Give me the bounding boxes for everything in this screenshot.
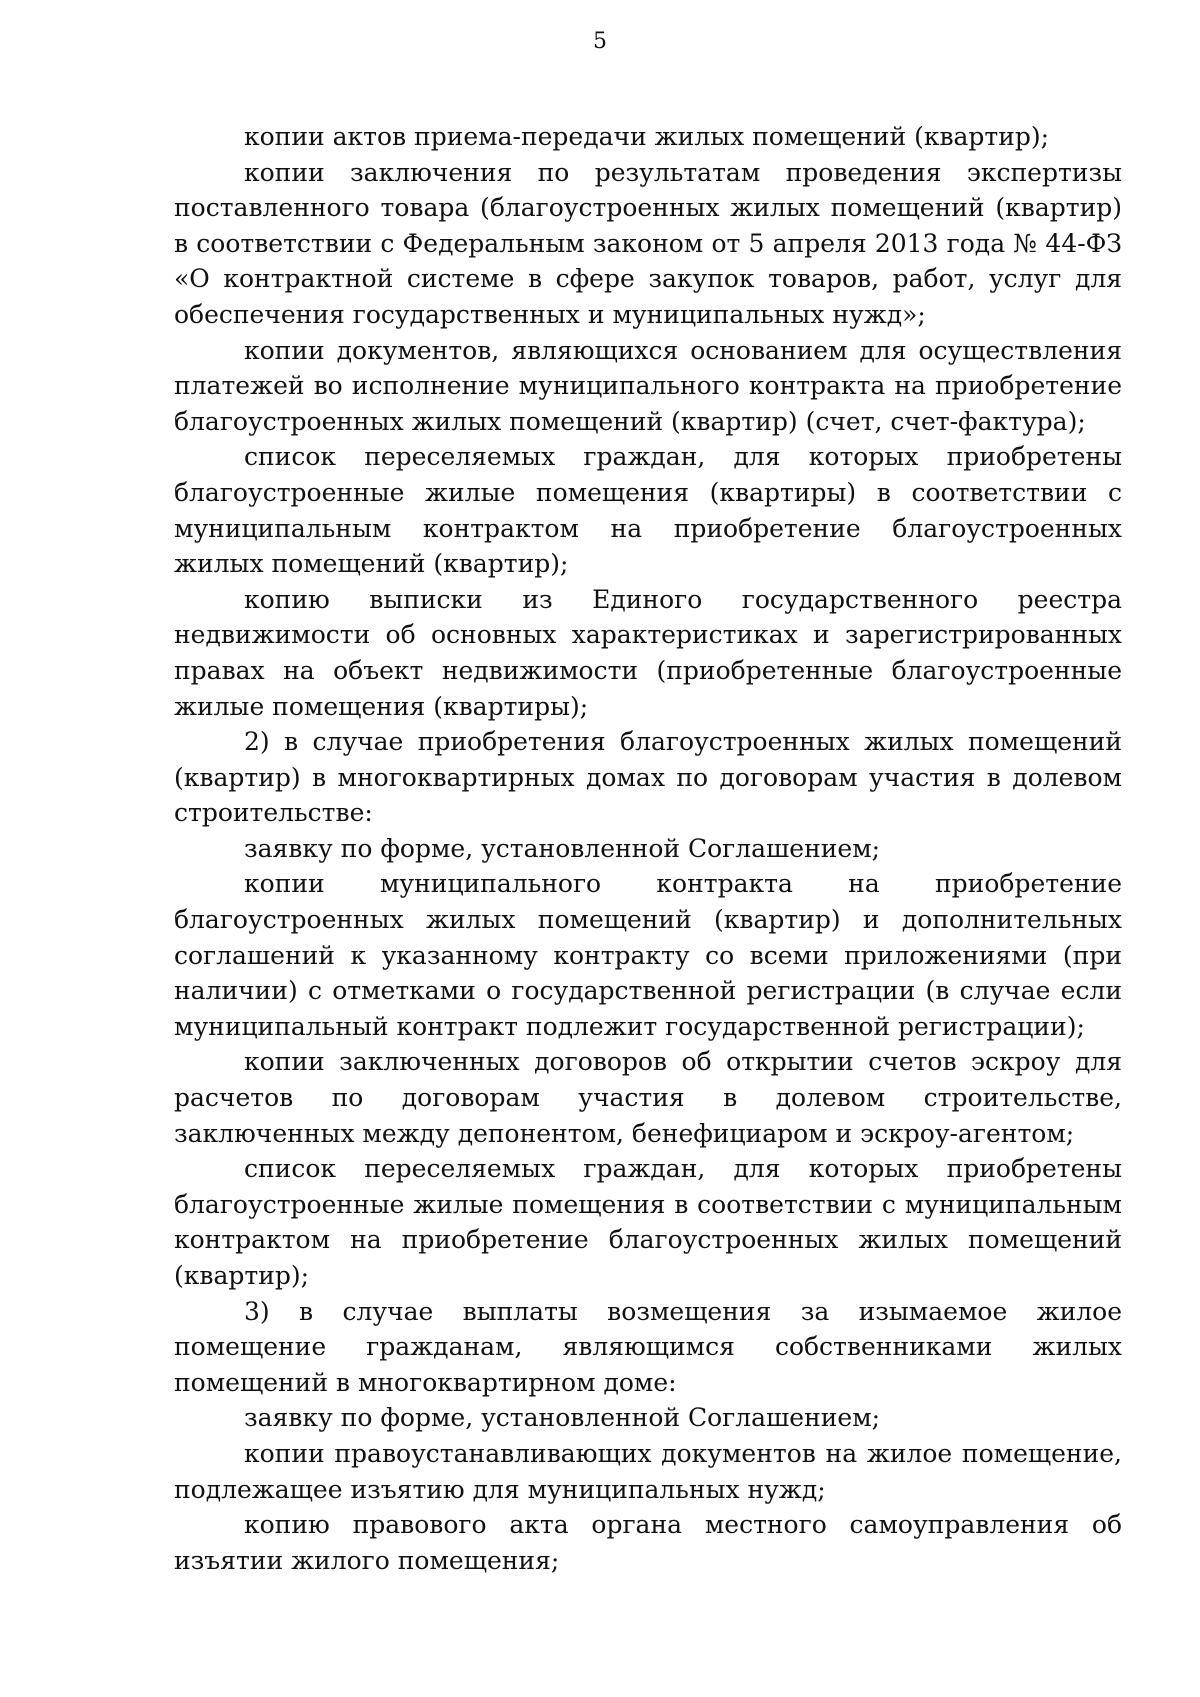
- paragraph: заявку по форме, установленной Соглашением;: [244, 1403, 881, 1433]
- paragraph: копии заключения по результатам проведения экспертизы поставленного товара (благоустроенных жилых помещений (квартир) в соответствии с Федеральным законом от 5 апреля 2013 года № 44-ФЗ «О контрактной системе в сфере закупок товаров, работ, услуг для обеспечения государственных и муниципальных нужд»;: [174, 157, 1122, 329]
- paragraph: список переселяемых граждан, для которых приобретены благоустроенные жилые помещения (квартиры) в соответствии с муниципальным контрактом на приобретение благоустроенных жилых помещений (квартир);: [174, 442, 1122, 579]
- paragraph: копию правового акта органа местного самоуправления об изъятии жилого помещения;: [174, 1510, 1122, 1575]
- paragraph: копии правоустанавливающих документов на жилое помещение, подлежащее изъятию для муниципальных нужд;: [174, 1438, 1122, 1504]
- paragraph: копии заключенных договоров об открытии счетов эскроу для расчетов по договорам участия в долевом строительстве, заключенных между депонентом, бенефициаром и эскроу-агентом;: [174, 1047, 1122, 1148]
- document-body: [174, 119, 1122, 1578]
- page-number: 5: [593, 29, 607, 54]
- paragraph: копию выписки из Единого государственного реестра недвижимости об основных характеристиках и зарегистрированных правах на объект недвижимости (приобретенные благоустроенные жилые помещения (квартиры);: [174, 584, 1122, 721]
- paragraph: заявку по форме, установленной Соглашением;: [244, 833, 881, 863]
- paragraph: копии актов приема-передачи жилых помещений (квартир);: [244, 122, 1050, 151]
- paragraph: список переселяемых граждан, для которых приобретены благоустроенные жилые помещения в соответствии с муниципальным контрактом на приобретение благоустроенных жилых помещений (квартир);: [174, 1154, 1122, 1290]
- paragraph: копии муниципального контракта на приобретение благоустроенных жилых помещений (квартир) и дополнительных соглашений к указанному контракту со всеми приложениями (при наличии) с отметками о государственной регистрации (в случае если муниципальный контракт подлежит государственной регистрации);: [174, 869, 1122, 1041]
- paragraph: 2) в случае приобретения благоустроенных жилых помещений (квартир) в многоквартирных домах по договорам участия в долевом строительстве:: [174, 727, 1122, 828]
- paragraph: копии документов, являющихся основанием для осуществления платежей во исполнение муниципального контракта на приобретение благоустроенных жилых помещений (квартир) (счет, счет-фактура);: [174, 335, 1122, 436]
- paragraph: 3) в случае выплаты возмещения за изымаемое жилое помещение гражданам, являющимся собственниками жилых помещений в многоквартирном доме:: [174, 1296, 1122, 1397]
